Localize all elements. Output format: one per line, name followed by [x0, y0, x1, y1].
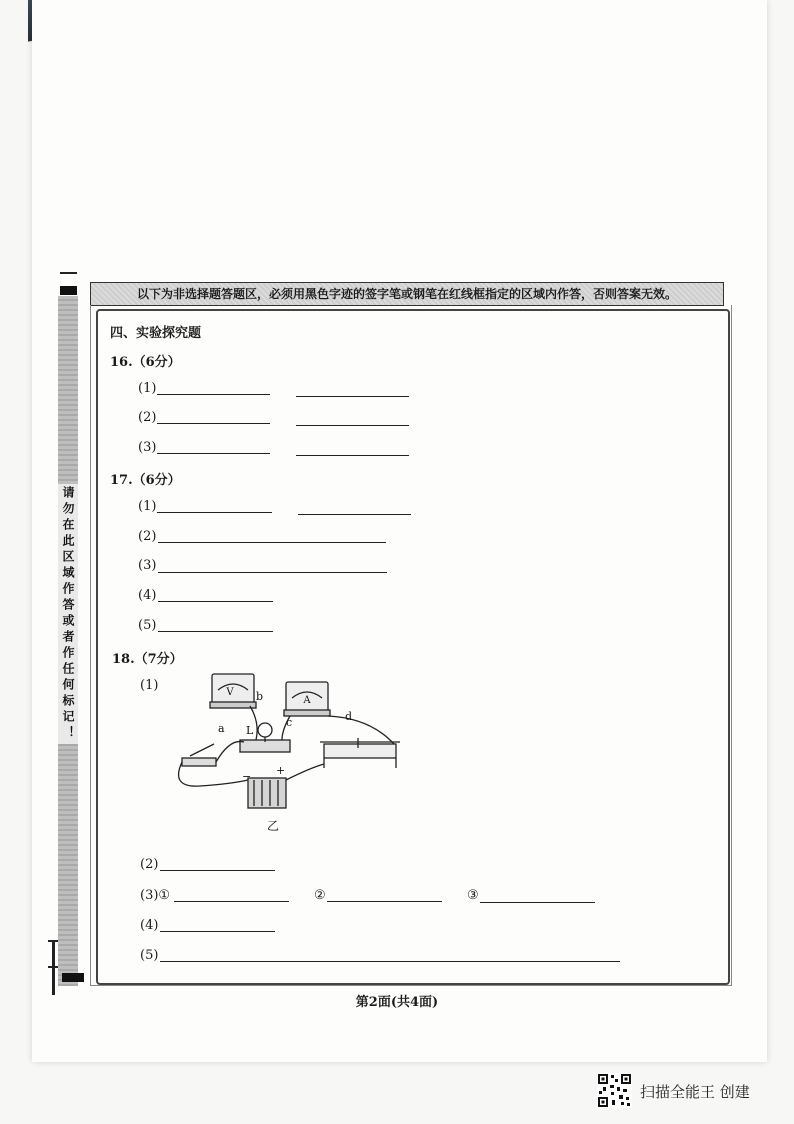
q16-part-3-blank-a[interactable]	[157, 452, 270, 454]
q17-part-4-blank[interactable]	[158, 600, 273, 602]
q18-part-3-sub3-label: ③	[467, 888, 479, 903]
q17-part-1-blank-a[interactable]	[157, 511, 272, 513]
wire-a-label: a	[218, 722, 225, 735]
question-16-label: 16.（6分）	[110, 355, 181, 370]
q16-part-1-label: (1)	[138, 381, 157, 396]
q17-part-5-blank[interactable]	[158, 630, 273, 632]
q18-part-1-label: (1)	[140, 678, 159, 693]
ammeter-label: A	[303, 695, 311, 706]
q18-part-5-label: (5)	[140, 948, 159, 963]
page-number: 第2面(共4面)	[355, 995, 439, 1010]
battery-positive-label: +	[276, 764, 286, 777]
margin-top-line	[60, 272, 77, 274]
q16-part-2-blank-a[interactable]	[157, 422, 270, 424]
q18-part-2-blank[interactable]	[160, 869, 275, 871]
circuit-diagram	[170, 668, 410, 838]
q16-part-3-label: (3)	[138, 440, 157, 455]
scanner-watermark-text: 扫描全能王 创建	[640, 1083, 750, 1101]
q17-part-1-blank-b[interactable]	[298, 513, 411, 515]
wire-b-label: b	[256, 690, 264, 703]
q16-part-2-blank-b[interactable]	[296, 424, 409, 426]
voltmeter-label: V	[226, 687, 234, 698]
qr-code-icon	[597, 1073, 632, 1108]
instruction-banner: 以下为非选择题答题区，必须用黑色字迹的签字笔或钢笔在红线框指定的区域内作答，否则答案无效。	[90, 282, 724, 306]
section-title: 四、实验探究题	[110, 326, 202, 341]
q17-part-1-label: (1)	[138, 499, 157, 514]
margin-warning: 请勿在此区域作答或者作任何标记！	[58, 484, 78, 744]
q17-part-4-label: (4)	[138, 588, 157, 603]
q18-part-3-blank-1[interactable]	[174, 900, 289, 902]
margin-scale-tick	[48, 966, 58, 968]
q18-part-3-blank-3[interactable]	[480, 901, 595, 903]
q16-part-3-blank-b[interactable]	[296, 454, 409, 456]
q17-part-3-label: (3)	[138, 558, 157, 573]
q17-part-2-blank[interactable]	[158, 541, 386, 543]
q17-part-3-blank[interactable]	[158, 571, 387, 573]
margin-timing-mark-top	[60, 286, 77, 295]
q18-part-4-blank[interactable]	[160, 930, 275, 932]
q16-part-1-blank-a[interactable]	[157, 393, 270, 395]
question-18-label: 18.（7分）	[112, 652, 183, 667]
q18-part-5-blank[interactable]	[160, 960, 620, 962]
wire-c-label: c	[286, 716, 293, 729]
question-17-label: 17.（6分）	[110, 473, 181, 488]
q16-part-1-blank-b[interactable]	[296, 395, 409, 397]
q18-part-3-sub2-label: ②	[314, 888, 326, 903]
q18-part-3-label: (3)①	[140, 888, 171, 903]
circuit-caption: 乙	[266, 819, 280, 833]
q18-part-4-label: (4)	[140, 918, 159, 933]
q16-part-2-label: (2)	[138, 410, 157, 425]
wire-d-label: d	[345, 710, 353, 723]
q17-part-2-label: (2)	[138, 529, 157, 544]
q17-part-5-label: (5)	[138, 618, 157, 633]
answer-area-box	[96, 309, 730, 985]
margin-scale-tick	[48, 940, 58, 942]
q18-part-3-blank-2[interactable]	[327, 900, 442, 902]
lamp-label: L	[246, 724, 254, 737]
margin-timing-mark-bottom	[62, 973, 84, 982]
battery-negative-label: −	[242, 770, 252, 783]
q18-part-2-label: (2)	[140, 857, 159, 872]
